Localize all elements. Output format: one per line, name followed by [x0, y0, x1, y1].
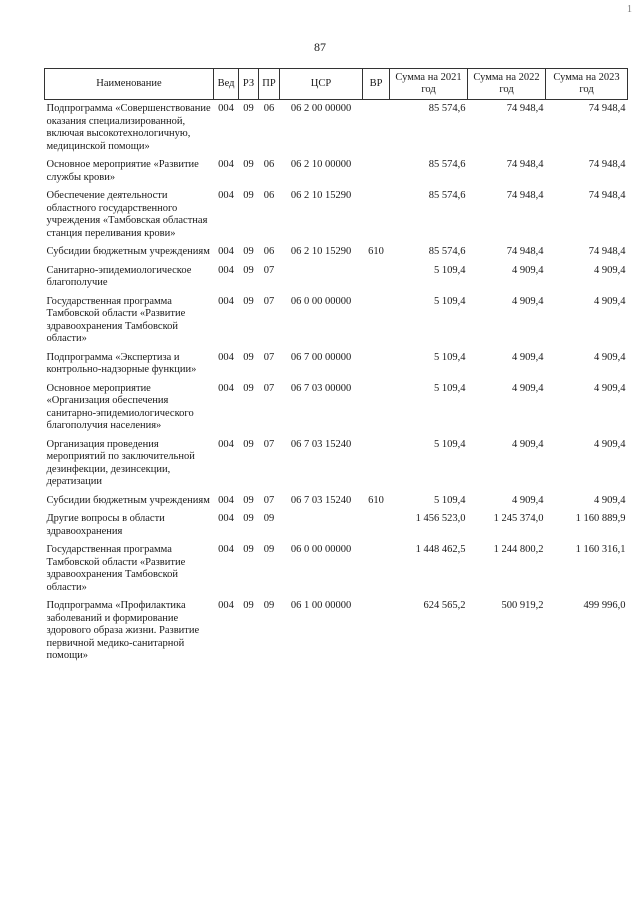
cell-vr: [363, 156, 390, 187]
cell-sum-2022: 4 909,4: [512, 494, 544, 506]
cell-pr: 07: [263, 295, 275, 307]
table-row: [45, 100, 628, 157]
cell-sum-2021: 5 109,4: [434, 494, 466, 506]
cell-name: Организация проведения мероприятий по заключительной дезинфекции, дезинсекции, дератизации: [46, 438, 195, 487]
cell-sum-2022: 1 245 374,0: [493, 513, 544, 524]
cell-vr: [363, 262, 390, 293]
cell-vr: [363, 293, 390, 349]
cell-rz: 09: [243, 190, 254, 201]
cell-name: Другие вопросы в области здравоохранения: [46, 513, 165, 537]
cell-rz: 09: [243, 513, 254, 524]
cell-ved: 004: [218, 246, 234, 257]
cell-csr: [280, 510, 363, 541]
cell-ved: 004: [218, 513, 234, 524]
cell-pr: 07: [263, 438, 275, 450]
cell-name: Санитарно-эпидемиологическое благополучие: [46, 264, 192, 288]
cell-rz: 09: [243, 544, 254, 555]
cell-ved: 004: [218, 190, 234, 201]
corner-mark: 1: [627, 4, 632, 15]
cell-sum-2021: 5 109,4: [434, 264, 466, 276]
cell-rz: 09: [243, 351, 254, 363]
cell-name: Основное мероприятие «Организация обеспечения санитарно-эпидемиологического благополучия населения»: [46, 382, 194, 431]
cell-vr: 610: [368, 494, 384, 506]
table-row: [45, 541, 628, 597]
cell-sum-2022: 4 909,4: [512, 382, 544, 394]
cell-pr: 06: [263, 159, 275, 170]
header-csr: ЦСР: [280, 69, 363, 100]
cell-pr: 09: [263, 600, 275, 611]
cell-csr: 06 7 03 00000: [290, 382, 352, 394]
table-row: [45, 597, 628, 666]
cell-sum-2023: 4 909,4: [594, 382, 626, 394]
budget-table: [44, 68, 628, 666]
cell-sum-2023: 1 160 316,1: [575, 544, 626, 555]
header-sum-2021: Сумма на 2021 год: [390, 69, 468, 100]
cell-ved: 004: [218, 159, 234, 170]
cell-vr: [363, 349, 390, 380]
cell-ved: 004: [218, 382, 234, 394]
cell-rz: 09: [243, 382, 254, 394]
cell-sum-2021: 1 448 462,5: [415, 544, 466, 555]
header-sum-2022: Сумма на 2022 год: [468, 69, 546, 100]
cell-pr: 07: [263, 264, 275, 276]
cell-sum-2023: 74 948,4: [588, 190, 626, 201]
cell-pr: 06: [263, 190, 275, 201]
cell-ved: 004: [218, 544, 234, 555]
cell-name: Обеспечение деятельности областного государственного учреждения «Тамбовская областная станция переливания крови»: [46, 190, 208, 239]
cell-csr: 06 1 00 00000: [290, 600, 352, 611]
cell-sum-2021: 85 574,6: [428, 159, 466, 170]
cell-vr: [363, 100, 390, 157]
header-pr: ПР: [259, 69, 280, 100]
cell-vr: [363, 436, 390, 492]
cell-sum-2022: 500 919,2: [501, 600, 544, 611]
cell-rz: 09: [243, 600, 254, 611]
cell-sum-2021: 5 109,4: [434, 382, 466, 394]
header-sum-2023: Сумма на 2023 год: [546, 69, 628, 100]
cell-ved: 004: [218, 351, 234, 363]
cell-sum-2023: 4 909,4: [594, 295, 626, 307]
cell-sum-2023: 4 909,4: [594, 494, 626, 506]
cell-name: Субсидии бюджетным учреждениям: [46, 246, 210, 257]
cell-sum-2022: 74 948,4: [506, 246, 544, 257]
cell-sum-2021: 5 109,4: [434, 351, 466, 363]
cell-sum-2021: 85 574,6: [428, 246, 466, 257]
cell-csr: 06 0 00 00000: [290, 295, 352, 307]
cell-sum-2021: 5 109,4: [434, 295, 466, 307]
table-body: [45, 100, 628, 666]
cell-ved: 004: [218, 264, 234, 276]
cell-vr: [363, 510, 390, 541]
cell-sum-2021: 1 456 523,0: [415, 513, 466, 524]
cell-sum-2022: 1 244 800,2: [493, 544, 544, 555]
cell-pr: 07: [263, 351, 275, 363]
cell-ved: 004: [218, 295, 234, 307]
table-row: [45, 156, 628, 187]
cell-vr: 610: [368, 246, 384, 257]
cell-ved: 004: [218, 438, 234, 450]
cell-csr: 06 2 10 15290: [290, 190, 352, 201]
cell-sum-2023: 1 160 889,9: [575, 513, 626, 524]
header-ved: Вед: [214, 69, 239, 100]
header-rz: РЗ: [239, 69, 259, 100]
table-row: [45, 510, 628, 541]
cell-vr: [363, 597, 390, 666]
cell-sum-2023: 74 948,4: [588, 246, 626, 257]
cell-csr: 06 2 10 00000: [290, 159, 352, 170]
cell-rz: 09: [243, 264, 254, 276]
cell-sum-2023: 4 909,4: [594, 351, 626, 363]
cell-csr: 06 7 03 15240: [290, 494, 352, 506]
table-header-row: [45, 69, 628, 100]
cell-ved: 004: [218, 103, 234, 114]
cell-csr: 06 2 00 00000: [290, 103, 352, 114]
cell-sum-2022: 74 948,4: [506, 159, 544, 170]
cell-vr: [363, 187, 390, 243]
cell-sum-2022: 74 948,4: [506, 103, 544, 114]
cell-sum-2023: 74 948,4: [588, 103, 626, 114]
cell-csr: 06 2 10 15290: [290, 246, 352, 257]
cell-sum-2023: 74 948,4: [588, 159, 626, 170]
table-row: [45, 380, 628, 436]
cell-pr: 07: [263, 382, 275, 394]
table-row: [45, 243, 628, 262]
cell-sum-2021: 624 565,2: [423, 600, 466, 611]
header-name: Наименование: [45, 69, 214, 100]
table-row: [45, 293, 628, 349]
cell-sum-2022: 4 909,4: [512, 295, 544, 307]
cell-ved: 004: [218, 600, 234, 611]
cell-name: Государственная программа Тамбовской области «Развитие здравоохранения Тамбовской области»: [46, 544, 186, 593]
cell-rz: 09: [243, 438, 254, 450]
cell-sum-2022: 4 909,4: [512, 264, 544, 276]
cell-pr: 07: [263, 494, 275, 506]
cell-sum-2023: 4 909,4: [594, 438, 626, 450]
cell-name: Подпрограмма «Совершенствование оказания специализированной, включая высокотехнологичную, медицинской помощи»: [46, 103, 211, 152]
cell-pr: 06: [263, 103, 275, 114]
table-row: [45, 492, 628, 511]
cell-name: Основное мероприятие «Развитие службы крови»: [46, 159, 199, 183]
cell-sum-2022: 4 909,4: [512, 351, 544, 363]
cell-pr: 09: [263, 513, 275, 524]
table-row: [45, 187, 628, 243]
cell-csr: 06 7 00 00000: [290, 351, 352, 363]
cell-rz: 09: [243, 159, 254, 170]
cell-name: Субсидии бюджетным учреждениям: [46, 494, 210, 506]
table-row: [45, 349, 628, 380]
cell-name: Государственная программа Тамбовской области «Развитие здравоохранения Тамбовской области»: [46, 295, 186, 344]
cell-sum-2021: 85 574,6: [428, 103, 466, 114]
cell-pr: 09: [263, 544, 275, 555]
cell-csr: [280, 262, 363, 293]
cell-rz: 09: [243, 246, 254, 257]
cell-pr: 06: [263, 246, 275, 257]
table-row: [45, 436, 628, 492]
cell-sum-2023: 4 909,4: [594, 264, 626, 276]
cell-vr: [363, 541, 390, 597]
cell-rz: 09: [243, 494, 254, 506]
cell-vr: [363, 380, 390, 436]
cell-sum-2022: 74 948,4: [506, 190, 544, 201]
cell-csr: 06 0 00 00000: [290, 544, 352, 555]
cell-sum-2023: 499 996,0: [583, 600, 626, 611]
cell-sum-2022: 4 909,4: [512, 438, 544, 450]
cell-ved: 004: [218, 494, 234, 506]
cell-sum-2021: 5 109,4: [434, 438, 466, 450]
cell-sum-2021: 85 574,6: [428, 190, 466, 201]
table-row: [45, 262, 628, 293]
cell-name: Подпрограмма «Профилактика заболеваний и формирование здорового образа жизни. Развитие первичной медико-санитарной помощи»: [46, 600, 200, 661]
header-vr: ВР: [363, 69, 390, 100]
cell-csr: 06 7 03 15240: [290, 438, 352, 450]
cell-rz: 09: [243, 295, 254, 307]
cell-rz: 09: [243, 103, 254, 114]
cell-name: Подпрограмма «Экспертиза и контрольно-надзорные функции»: [46, 351, 197, 375]
page-number: 87: [314, 40, 326, 54]
